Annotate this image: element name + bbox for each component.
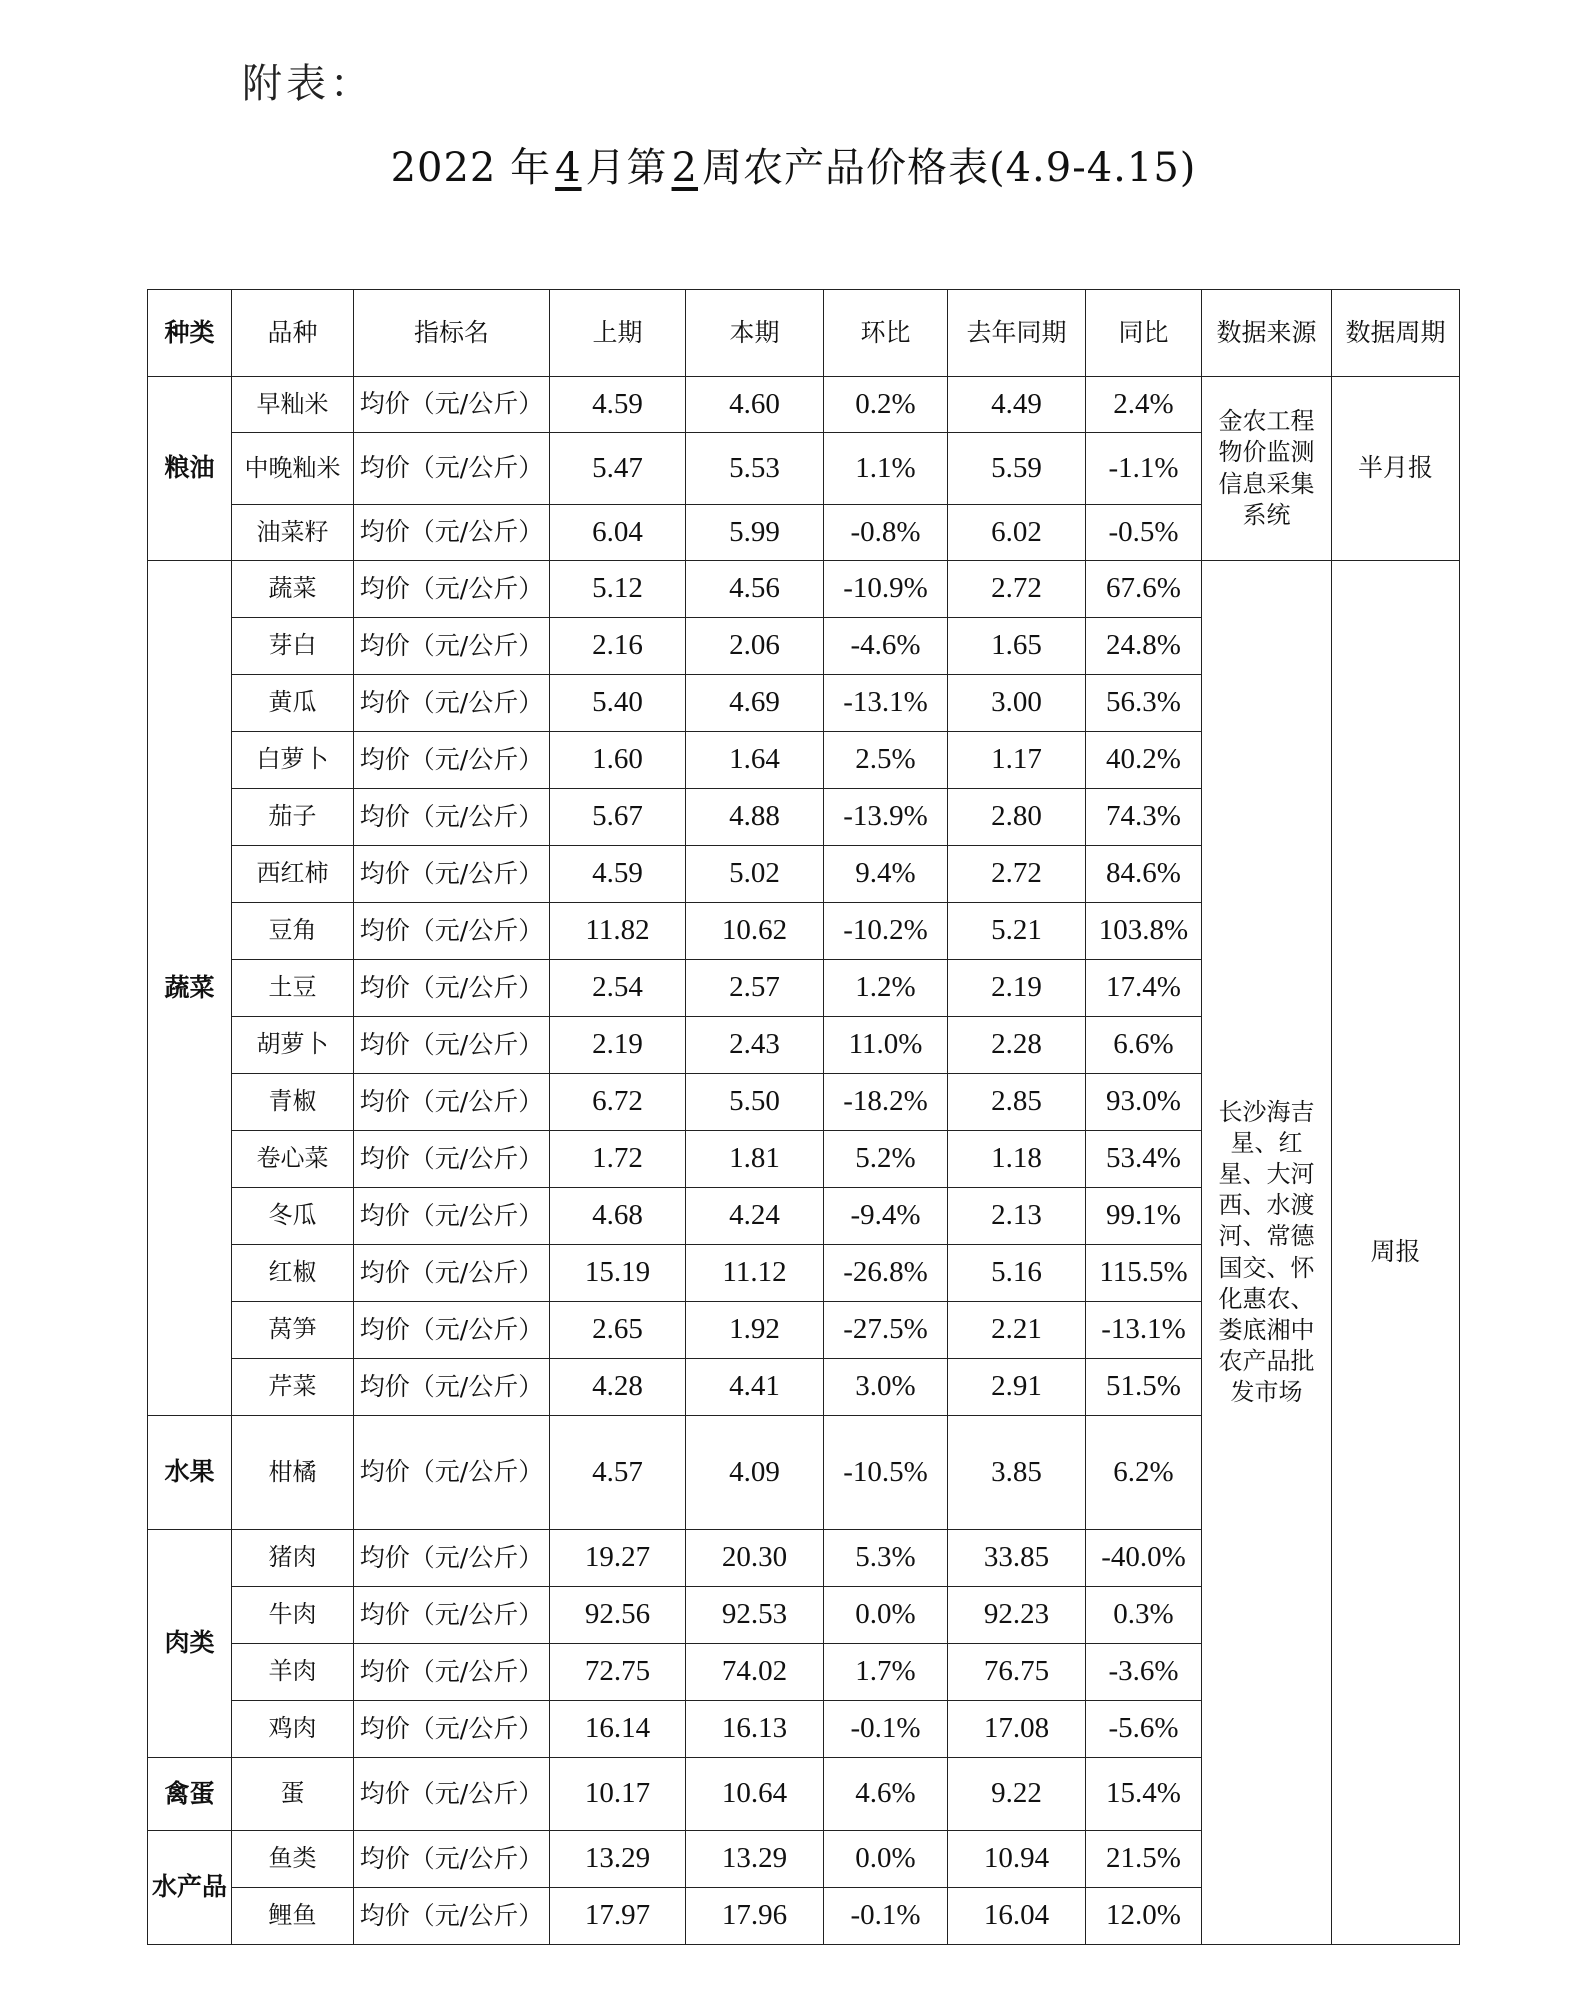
last-year-cell: 9.22: [948, 1758, 1086, 1831]
indicator-cell: 均价（元/公斤）: [354, 789, 550, 846]
previous-cell: 13.29: [550, 1831, 686, 1888]
yoy-cell: -3.6%: [1086, 1644, 1202, 1701]
yoy-cell: 74.3%: [1086, 789, 1202, 846]
indicator-cell: 均价（元/公斤）: [354, 1831, 550, 1888]
category-cell: 水产品: [148, 1831, 232, 1945]
current-cell: 10.62: [686, 903, 824, 960]
variety-cell: 鸡肉: [232, 1701, 354, 1758]
previous-cell: 2.65: [550, 1302, 686, 1359]
indicator-cell: 均价（元/公斤）: [354, 377, 550, 433]
yoy-cell: 53.4%: [1086, 1131, 1202, 1188]
mom-cell: 11.0%: [824, 1017, 948, 1074]
indicator-cell: 均价（元/公斤）: [354, 505, 550, 561]
previous-cell: 11.82: [550, 903, 686, 960]
indicator-cell: 均价（元/公斤）: [354, 1644, 550, 1701]
previous-cell: 5.40: [550, 675, 686, 732]
yoy-cell: -5.6%: [1086, 1701, 1202, 1758]
previous-cell: 2.19: [550, 1017, 686, 1074]
mom-cell: -18.2%: [824, 1074, 948, 1131]
yoy-cell: 21.5%: [1086, 1831, 1202, 1888]
current-cell: 16.13: [686, 1701, 824, 1758]
last-year-cell: 2.13: [948, 1188, 1086, 1245]
page-title: [0, 136, 1587, 193]
current-cell: 74.02: [686, 1644, 824, 1701]
previous-cell: 5.47: [550, 433, 686, 505]
title-month: 4: [555, 145, 582, 191]
current-cell: 11.12: [686, 1245, 824, 1302]
last-year-cell: 2.85: [948, 1074, 1086, 1131]
variety-cell: 鱼类: [232, 1831, 354, 1888]
variety-cell: 卷心菜: [232, 1131, 354, 1188]
mom-cell: -0.1%: [824, 1888, 948, 1945]
last-year-cell: 2.72: [948, 846, 1086, 903]
current-cell: 5.99: [686, 505, 824, 561]
previous-cell: 5.67: [550, 789, 686, 846]
header-current: 本期: [686, 290, 824, 377]
yoy-cell: 56.3%: [1086, 675, 1202, 732]
current-cell: 1.81: [686, 1131, 824, 1188]
price-table: [147, 289, 1460, 1945]
variety-cell: 芽白: [232, 618, 354, 675]
variety-cell: 茄子: [232, 789, 354, 846]
previous-cell: 4.28: [550, 1359, 686, 1416]
previous-cell: 4.68: [550, 1188, 686, 1245]
mom-cell: 1.7%: [824, 1644, 948, 1701]
category-cell: 蔬菜: [148, 561, 232, 1416]
mom-cell: 0.0%: [824, 1587, 948, 1644]
yoy-cell: 15.4%: [1086, 1758, 1202, 1831]
variety-cell: 蛋: [232, 1758, 354, 1831]
current-cell: 17.96: [686, 1888, 824, 1945]
mom-cell: 4.6%: [824, 1758, 948, 1831]
period-half-month: 半月报: [1332, 377, 1460, 561]
variety-cell: 油菜籽: [232, 505, 354, 561]
previous-cell: 2.16: [550, 618, 686, 675]
previous-cell: 5.12: [550, 561, 686, 618]
variety-cell: 蔬菜: [232, 561, 354, 618]
variety-cell: 土豆: [232, 960, 354, 1017]
mom-cell: -9.4%: [824, 1188, 948, 1245]
previous-cell: 17.97: [550, 1888, 686, 1945]
variety-cell: 豆角: [232, 903, 354, 960]
header-category: 种类: [148, 290, 232, 377]
mom-cell: 0.2%: [824, 377, 948, 433]
current-cell: 4.88: [686, 789, 824, 846]
last-year-cell: 2.72: [948, 561, 1086, 618]
current-cell: 5.53: [686, 433, 824, 505]
previous-cell: 6.72: [550, 1074, 686, 1131]
mom-cell: -10.5%: [824, 1416, 948, 1530]
mom-cell: 2.5%: [824, 732, 948, 789]
previous-cell: 15.19: [550, 1245, 686, 1302]
variety-cell: 红椒: [232, 1245, 354, 1302]
variety-cell: 胡萝卜: [232, 1017, 354, 1074]
last-year-cell: 2.91: [948, 1359, 1086, 1416]
category-cell: 禽蛋: [148, 1758, 232, 1831]
variety-cell: 牛肉: [232, 1587, 354, 1644]
last-year-cell: 5.21: [948, 903, 1086, 960]
annex-label: 附表：: [242, 61, 374, 107]
variety-cell: 莴笋: [232, 1302, 354, 1359]
header-indicator: 指标名: [354, 290, 550, 377]
indicator-cell: 均价（元/公斤）: [354, 846, 550, 903]
current-cell: 4.60: [686, 377, 824, 433]
indicator-cell: 均价（元/公斤）: [354, 903, 550, 960]
source-markets: 长沙海吉星、红星、大河西、水渡河、常德国交、怀化惠农、娄底湘中农产品批发市场: [1202, 561, 1332, 1945]
header-source: 数据来源: [1202, 290, 1332, 377]
indicator-cell: 均价（元/公斤）: [354, 618, 550, 675]
variety-cell: 中晚籼米: [232, 433, 354, 505]
mom-cell: 1.1%: [824, 433, 948, 505]
current-cell: 5.02: [686, 846, 824, 903]
last-year-cell: 2.28: [948, 1017, 1086, 1074]
variety-cell: 芹菜: [232, 1359, 354, 1416]
indicator-cell: 均价（元/公斤）: [354, 1416, 550, 1530]
table-row: [148, 561, 1460, 618]
indicator-cell: 均价（元/公斤）: [354, 1131, 550, 1188]
category-cell: 肉类: [148, 1530, 232, 1758]
indicator-cell: 均价（元/公斤）: [354, 1188, 550, 1245]
yoy-cell: 24.8%: [1086, 618, 1202, 675]
previous-cell: 2.54: [550, 960, 686, 1017]
yoy-cell: 103.8%: [1086, 903, 1202, 960]
period-weekly: 周报: [1332, 561, 1460, 1945]
current-cell: 10.64: [686, 1758, 824, 1831]
mom-cell: 5.2%: [824, 1131, 948, 1188]
last-year-cell: 1.17: [948, 732, 1086, 789]
yoy-cell: 51.5%: [1086, 1359, 1202, 1416]
header-previous: 上期: [550, 290, 686, 377]
variety-cell: 鲤鱼: [232, 1888, 354, 1945]
variety-cell: 柑橘: [232, 1416, 354, 1530]
last-year-cell: 4.49: [948, 377, 1086, 433]
indicator-cell: 均价（元/公斤）: [354, 1074, 550, 1131]
previous-cell: 92.56: [550, 1587, 686, 1644]
last-year-cell: 16.04: [948, 1888, 1086, 1945]
yoy-cell: -1.1%: [1086, 433, 1202, 505]
header-last-year: 去年同期: [948, 290, 1086, 377]
yoy-cell: 12.0%: [1086, 1888, 1202, 1945]
indicator-cell: 均价（元/公斤）: [354, 1530, 550, 1587]
title-week: 2: [671, 145, 698, 191]
last-year-cell: 1.18: [948, 1131, 1086, 1188]
indicator-cell: 均价（元/公斤）: [354, 1701, 550, 1758]
yoy-cell: 2.4%: [1086, 377, 1202, 433]
yoy-cell: 84.6%: [1086, 846, 1202, 903]
mom-cell: 5.3%: [824, 1530, 948, 1587]
indicator-cell: 均价（元/公斤）: [354, 1758, 550, 1831]
indicator-cell: 均价（元/公斤）: [354, 732, 550, 789]
mom-cell: -27.5%: [824, 1302, 948, 1359]
indicator-cell: 均价（元/公斤）: [354, 1017, 550, 1074]
mom-cell: -4.6%: [824, 618, 948, 675]
mom-cell: -13.9%: [824, 789, 948, 846]
last-year-cell: 33.85: [948, 1530, 1086, 1587]
mom-cell: -0.8%: [824, 505, 948, 561]
previous-cell: 4.57: [550, 1416, 686, 1530]
mom-cell: 9.4%: [824, 846, 948, 903]
last-year-cell: 3.85: [948, 1416, 1086, 1530]
current-cell: 2.06: [686, 618, 824, 675]
yoy-cell: -0.5%: [1086, 505, 1202, 561]
category-cell: 粮油: [148, 377, 232, 561]
last-year-cell: 3.00: [948, 675, 1086, 732]
header-mom: 环比: [824, 290, 948, 377]
last-year-cell: 2.21: [948, 1302, 1086, 1359]
mom-cell: 1.2%: [824, 960, 948, 1017]
current-cell: 2.57: [686, 960, 824, 1017]
category-cell: 水果: [148, 1416, 232, 1530]
variety-cell: 白萝卜: [232, 732, 354, 789]
mom-cell: -26.8%: [824, 1245, 948, 1302]
yoy-cell: 67.6%: [1086, 561, 1202, 618]
yoy-cell: 6.2%: [1086, 1416, 1202, 1530]
current-cell: 1.92: [686, 1302, 824, 1359]
last-year-cell: 92.23: [948, 1587, 1086, 1644]
last-year-cell: 2.80: [948, 789, 1086, 846]
current-cell: 1.64: [686, 732, 824, 789]
variety-cell: 羊肉: [232, 1644, 354, 1701]
current-cell: 4.09: [686, 1416, 824, 1530]
header-variety: 品种: [232, 290, 354, 377]
mom-cell: 0.0%: [824, 1831, 948, 1888]
mom-cell: -0.1%: [824, 1701, 948, 1758]
yoy-cell: -40.0%: [1086, 1530, 1202, 1587]
title-year: 2022 年: [390, 145, 552, 191]
current-cell: 4.56: [686, 561, 824, 618]
mom-cell: -10.2%: [824, 903, 948, 960]
previous-cell: 4.59: [550, 846, 686, 903]
yoy-cell: 0.3%: [1086, 1587, 1202, 1644]
indicator-cell: 均价（元/公斤）: [354, 1245, 550, 1302]
header-period: 数据周期: [1332, 290, 1460, 377]
variety-cell: 猪肉: [232, 1530, 354, 1587]
last-year-cell: 17.08: [948, 1701, 1086, 1758]
current-cell: 2.43: [686, 1017, 824, 1074]
table-row: [148, 377, 1460, 433]
yoy-cell: 6.6%: [1086, 1017, 1202, 1074]
current-cell: 4.24: [686, 1188, 824, 1245]
mom-cell: -10.9%: [824, 561, 948, 618]
title-rest: 周农产品价格表(4.9-4.15): [702, 145, 1197, 191]
previous-cell: 1.72: [550, 1131, 686, 1188]
last-year-cell: 2.19: [948, 960, 1086, 1017]
yoy-cell: 40.2%: [1086, 732, 1202, 789]
current-cell: 5.50: [686, 1074, 824, 1131]
yoy-cell: -13.1%: [1086, 1302, 1202, 1359]
variety-cell: 青椒: [232, 1074, 354, 1131]
last-year-cell: 76.75: [948, 1644, 1086, 1701]
source-grain: 金农工程物价监测信息采集系统: [1202, 377, 1332, 561]
variety-cell: 早籼米: [232, 377, 354, 433]
last-year-cell: 1.65: [948, 618, 1086, 675]
last-year-cell: 5.16: [948, 1245, 1086, 1302]
yoy-cell: 17.4%: [1086, 960, 1202, 1017]
variety-cell: 西红柿: [232, 846, 354, 903]
indicator-cell: 均价（元/公斤）: [354, 433, 550, 505]
variety-cell: 黄瓜: [232, 675, 354, 732]
indicator-cell: 均价（元/公斤）: [354, 675, 550, 732]
yoy-cell: 99.1%: [1086, 1188, 1202, 1245]
previous-cell: 10.17: [550, 1758, 686, 1831]
indicator-cell: 均价（元/公斤）: [354, 1359, 550, 1416]
current-cell: 13.29: [686, 1831, 824, 1888]
previous-cell: 6.04: [550, 505, 686, 561]
previous-cell: 19.27: [550, 1530, 686, 1587]
current-cell: 4.41: [686, 1359, 824, 1416]
current-cell: 92.53: [686, 1587, 824, 1644]
indicator-cell: 均价（元/公斤）: [354, 1302, 550, 1359]
current-cell: 20.30: [686, 1530, 824, 1587]
yoy-cell: 93.0%: [1086, 1074, 1202, 1131]
indicator-cell: 均价（元/公斤）: [354, 1587, 550, 1644]
current-cell: 4.69: [686, 675, 824, 732]
last-year-cell: 5.59: [948, 433, 1086, 505]
previous-cell: 16.14: [550, 1701, 686, 1758]
previous-cell: 1.60: [550, 732, 686, 789]
variety-cell: 冬瓜: [232, 1188, 354, 1245]
title-month-week-label: 月第: [585, 145, 668, 191]
yoy-cell: 115.5%: [1086, 1245, 1202, 1302]
indicator-cell: 均价（元/公斤）: [354, 960, 550, 1017]
last-year-cell: 10.94: [948, 1831, 1086, 1888]
indicator-cell: 均价（元/公斤）: [354, 1888, 550, 1945]
header-row: [148, 290, 1460, 377]
previous-cell: 4.59: [550, 377, 686, 433]
last-year-cell: 6.02: [948, 505, 1086, 561]
header-yoy: 同比: [1086, 290, 1202, 377]
previous-cell: 72.75: [550, 1644, 686, 1701]
mom-cell: 3.0%: [824, 1359, 948, 1416]
mom-cell: -13.1%: [824, 675, 948, 732]
indicator-cell: 均价（元/公斤）: [354, 561, 550, 618]
